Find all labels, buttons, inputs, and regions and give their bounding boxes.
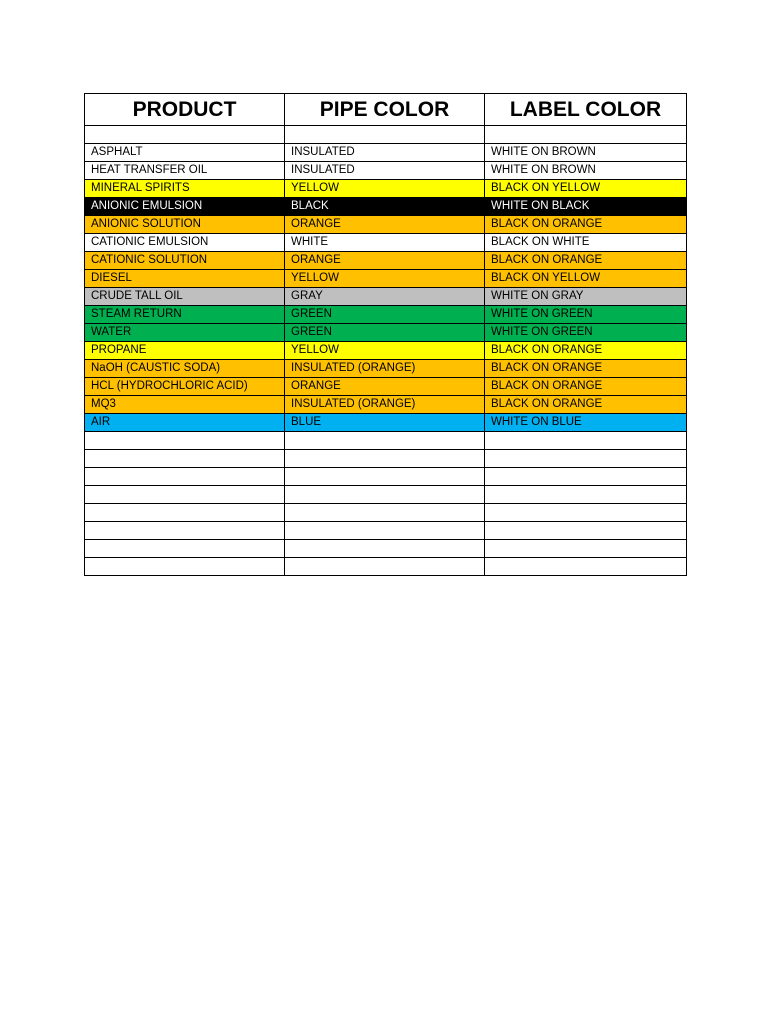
table-row — [85, 396, 687, 414]
blank-row — [85, 432, 687, 450]
table-row — [85, 252, 687, 270]
pipe-color-cell: ORANGE — [285, 216, 485, 234]
pipe-color-cell: INSULATED — [285, 144, 485, 162]
blank-row — [85, 450, 687, 468]
label-color-cell: WHITE ON GREEN — [485, 324, 687, 342]
product-cell: CATIONIC EMULSION — [85, 234, 285, 252]
product-cell: ASPHALT — [85, 144, 285, 162]
header-label-color: LABEL COLOR — [485, 94, 687, 126]
blank-row — [85, 522, 687, 540]
product-cell: PROPANE — [85, 342, 285, 360]
table-row — [85, 198, 687, 216]
product-cell: CATIONIC SOLUTION — [85, 252, 285, 270]
product-cell: MINERAL SPIRITS — [85, 180, 285, 198]
product-cell: NaOH (CAUSTIC SODA) — [85, 360, 285, 378]
blank-cell — [285, 558, 485, 576]
blank-cell — [85, 522, 285, 540]
table-row — [85, 360, 687, 378]
label-color-cell: BLACK ON ORANGE — [485, 216, 687, 234]
product-cell: DIESEL — [85, 270, 285, 288]
pipe-color-cell: INSULATED — [285, 162, 485, 180]
blank-cell — [285, 540, 485, 558]
blank-cell — [485, 558, 687, 576]
label-color-cell: BLACK ON ORANGE — [485, 342, 687, 360]
pipe-color-cell: INSULATED (ORANGE) — [285, 360, 485, 378]
table-row — [85, 216, 687, 234]
blank-cell — [485, 540, 687, 558]
pipe-color-cell: INSULATED (ORANGE) — [285, 396, 485, 414]
blank-cell — [85, 432, 285, 450]
product-cell: AIR — [85, 414, 285, 432]
pipe-color-cell: ORANGE — [285, 252, 485, 270]
table-row — [85, 342, 687, 360]
blank-cell — [85, 540, 285, 558]
pipe-color-cell: GREEN — [285, 324, 485, 342]
label-color-cell: BLACK ON ORANGE — [485, 252, 687, 270]
pipe-color-sheet — [84, 93, 686, 576]
product-cell: CRUDE TALL OIL — [85, 288, 285, 306]
table-row — [85, 324, 687, 342]
table-row — [85, 414, 687, 432]
header-pipe-color: PIPE COLOR — [285, 94, 485, 126]
blank-cell — [85, 504, 285, 522]
blank-cell — [285, 450, 485, 468]
blank-cell — [85, 450, 285, 468]
blank-row — [85, 504, 687, 522]
blank-cell — [85, 558, 285, 576]
product-cell: HEAT TRANSFER OIL — [85, 162, 285, 180]
pipe-color-cell: YELLOW — [285, 342, 485, 360]
product-cell: ANIONIC EMULSION — [85, 198, 285, 216]
table-row — [85, 144, 687, 162]
header-product: PRODUCT — [85, 94, 285, 126]
blank-cell — [485, 486, 687, 504]
pipe-color-cell: WHITE — [285, 234, 485, 252]
product-cell: STEAM RETURN — [85, 306, 285, 324]
label-color-cell: BLACK ON WHITE — [485, 234, 687, 252]
blank-cell — [485, 468, 687, 486]
table-row — [85, 306, 687, 324]
label-color-cell: WHITE ON BROWN — [485, 162, 687, 180]
blank-row — [85, 468, 687, 486]
blank-cell — [285, 468, 485, 486]
label-color-cell: WHITE ON BLUE — [485, 414, 687, 432]
label-color-cell: WHITE ON GRAY — [485, 288, 687, 306]
pipe-color-cell: YELLOW — [285, 180, 485, 198]
label-color-cell: WHITE ON GREEN — [485, 306, 687, 324]
blank-row — [85, 486, 687, 504]
blank-row — [85, 126, 687, 144]
table-row — [85, 180, 687, 198]
blank-cell — [285, 126, 485, 144]
label-color-cell: WHITE ON BLACK — [485, 198, 687, 216]
label-color-cell: BLACK ON ORANGE — [485, 396, 687, 414]
blank-cell — [485, 504, 687, 522]
pipe-color-cell: GRAY — [285, 288, 485, 306]
label-color-cell: BLACK ON YELLOW — [485, 270, 687, 288]
pipe-color-cell: BLUE — [285, 414, 485, 432]
table-row — [85, 378, 687, 396]
product-cell: ANIONIC SOLUTION — [85, 216, 285, 234]
header-row — [85, 94, 687, 126]
label-color-cell: BLACK ON ORANGE — [485, 360, 687, 378]
table-row — [85, 270, 687, 288]
blank-cell — [485, 522, 687, 540]
pipe-color-cell: ORANGE — [285, 378, 485, 396]
product-cell: WATER — [85, 324, 285, 342]
blank-row — [85, 558, 687, 576]
blank-cell — [285, 522, 485, 540]
label-color-cell: BLACK ON ORANGE — [485, 378, 687, 396]
pipe-color-cell: BLACK — [285, 198, 485, 216]
pipe-color-cell: YELLOW — [285, 270, 485, 288]
blank-cell — [485, 450, 687, 468]
product-cell: HCL (HYDROCHLORIC ACID) — [85, 378, 285, 396]
table-row — [85, 234, 687, 252]
blank-cell — [285, 432, 485, 450]
blank-cell — [485, 126, 687, 144]
table-row — [85, 288, 687, 306]
pipe-color-table — [84, 93, 687, 576]
blank-cell — [85, 468, 285, 486]
blank-row — [85, 540, 687, 558]
product-cell: MQ3 — [85, 396, 285, 414]
table-row — [85, 162, 687, 180]
table-body — [85, 126, 687, 576]
pipe-color-cell: GREEN — [285, 306, 485, 324]
blank-cell — [85, 126, 285, 144]
label-color-cell: BLACK ON YELLOW — [485, 180, 687, 198]
blank-cell — [285, 486, 485, 504]
blank-cell — [85, 486, 285, 504]
blank-cell — [485, 432, 687, 450]
label-color-cell: WHITE ON BROWN — [485, 144, 687, 162]
blank-cell — [285, 504, 485, 522]
